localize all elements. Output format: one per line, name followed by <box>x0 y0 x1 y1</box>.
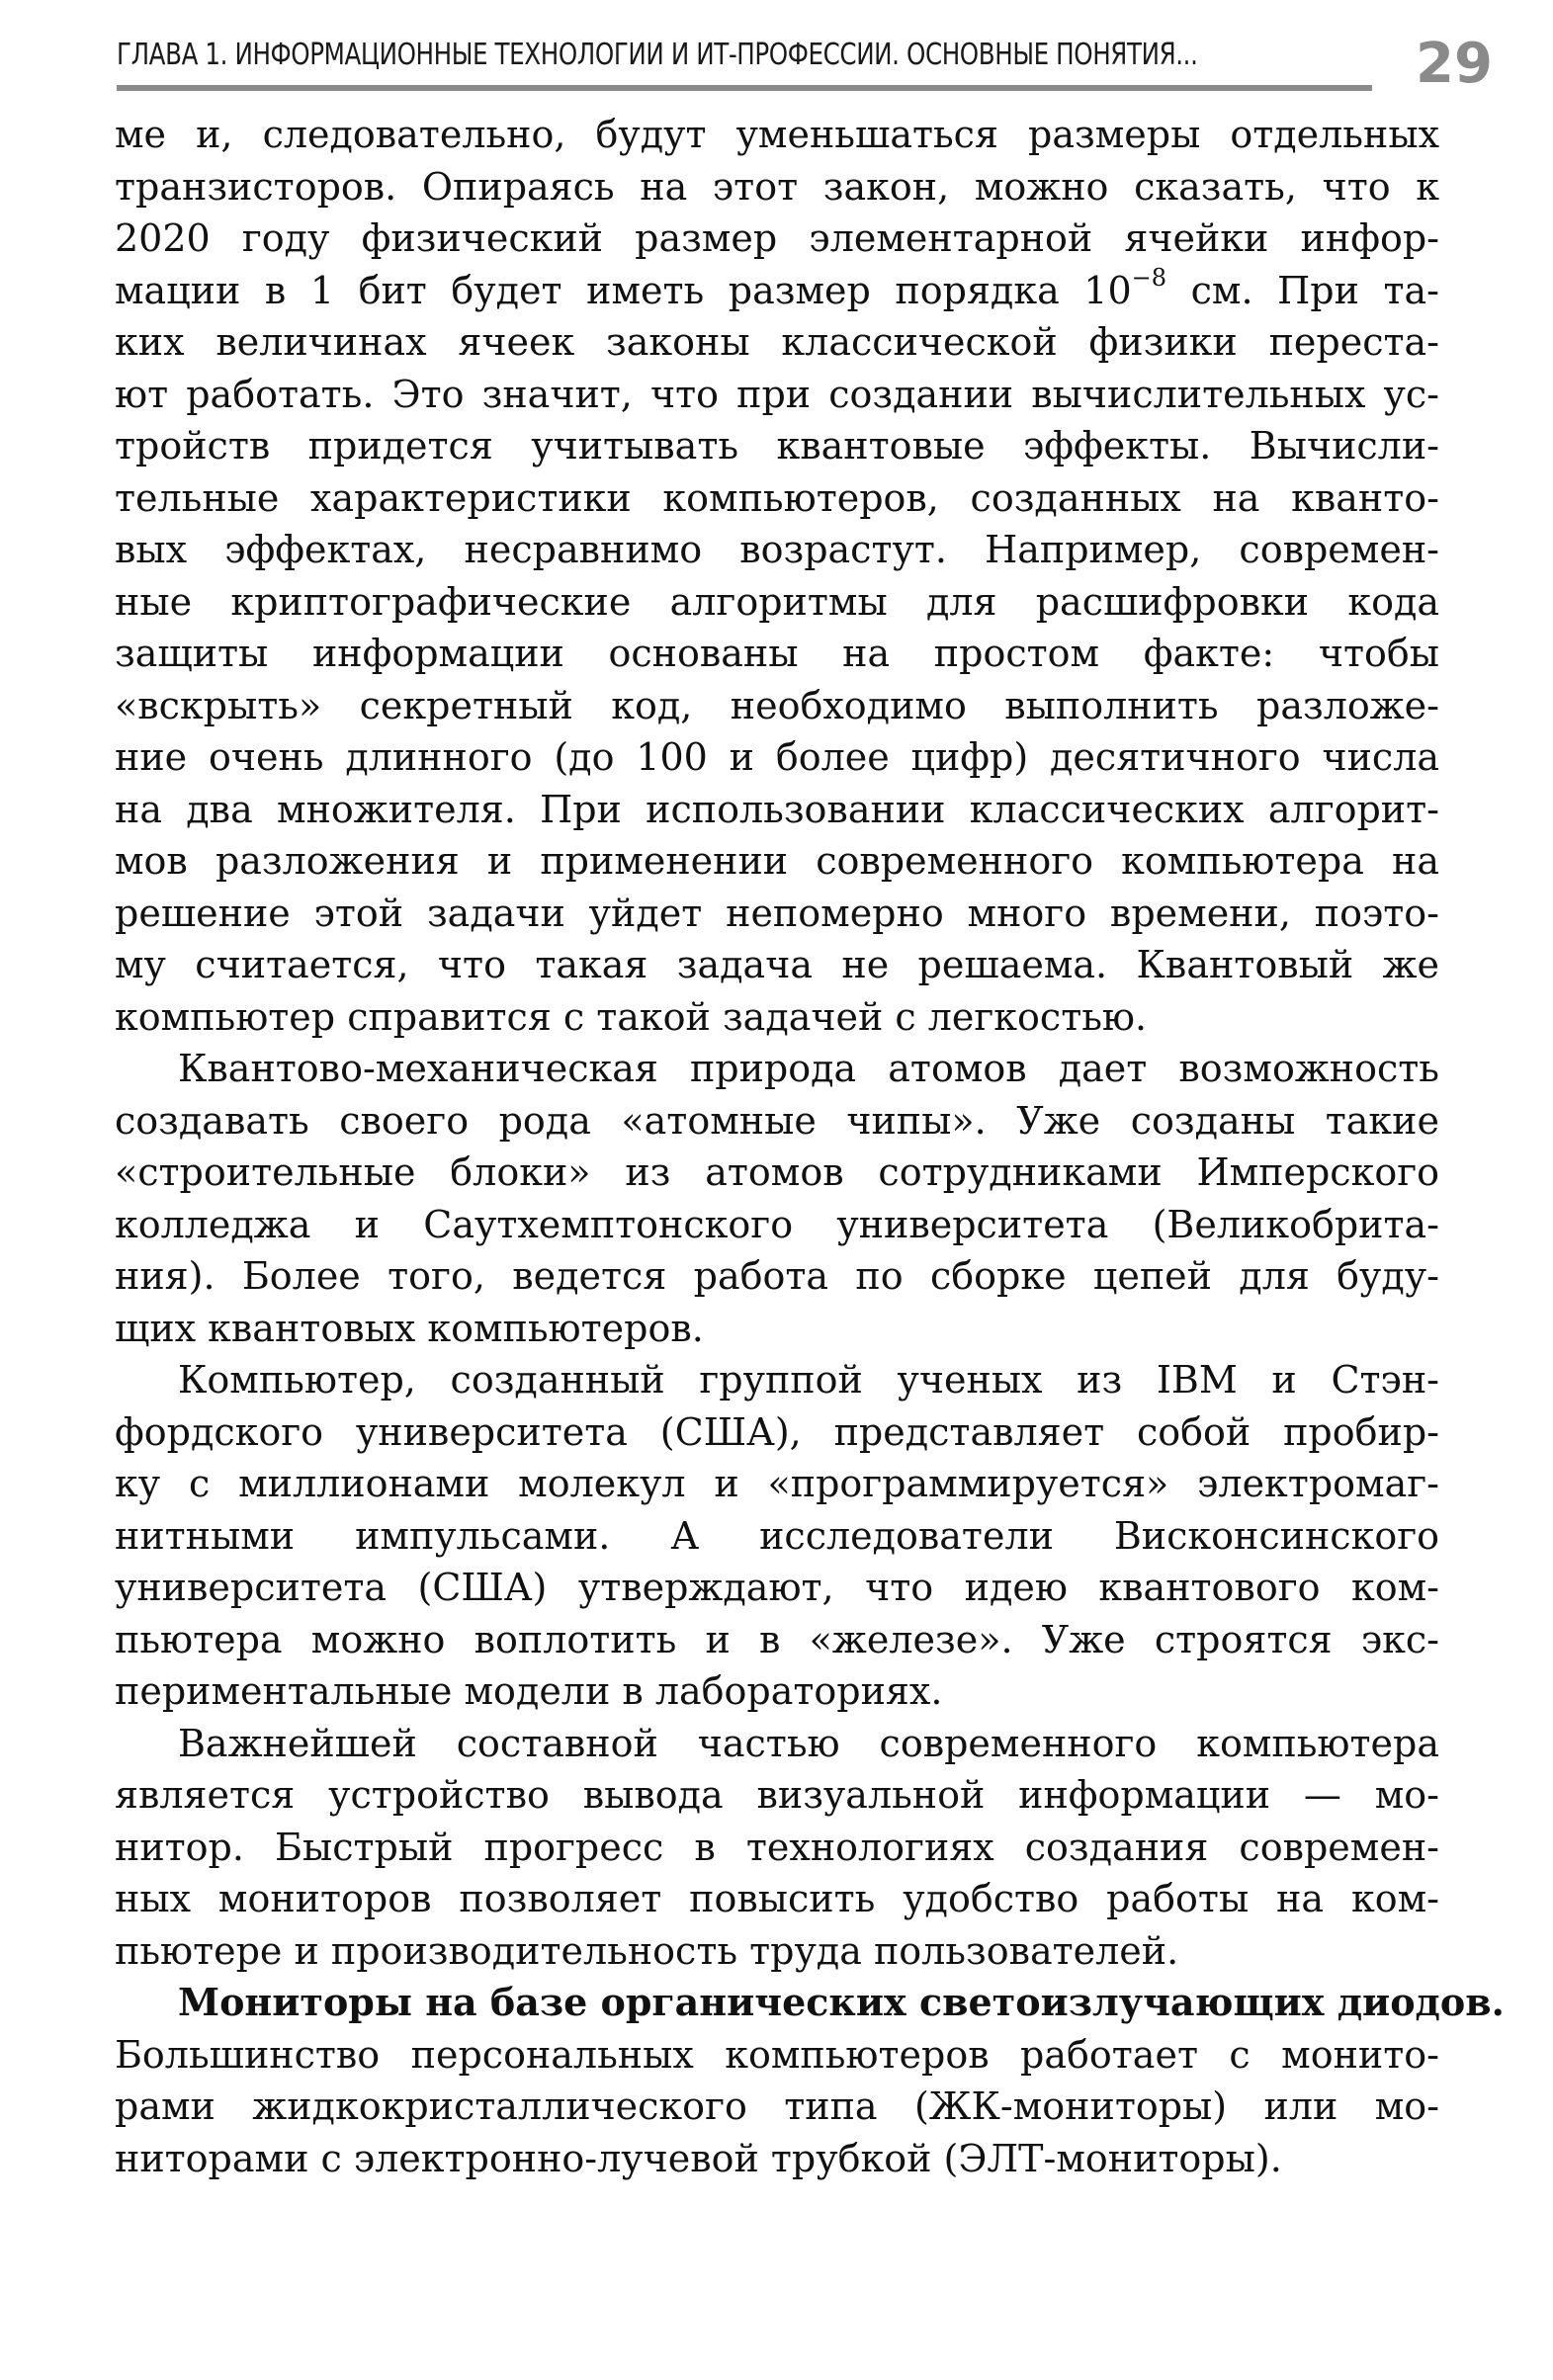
text-line: щих квантовых компьютеров. <box>115 1306 704 1350</box>
text-line: Важнейшей составной частью современного компьютера <box>178 1721 1439 1765</box>
section-heading: Мониторы на базе органических светоизлучающих диодов. <box>178 1980 1505 2024</box>
body-text <box>115 109 1505 2184</box>
text-line: нитными импульсами. А исследователи Висконсинского <box>115 1513 1439 1558</box>
text-line: фордского университета (США), представляет собой пробир- <box>115 1409 1439 1454</box>
page-number: 29 <box>1416 32 1493 96</box>
text-line: пьютере и производительность труда пользователей. <box>115 1928 1179 1973</box>
text-line: является устройство вывода визуальной информации — мо- <box>115 1773 1439 1817</box>
text-line: ку с миллионами молекул и «программируется» электромаг- <box>115 1462 1439 1505</box>
text-line: ме и, следовательно, будут уменьшаться размеры отдельных <box>115 113 1439 156</box>
text-line: му считается, что такая задача не решаема. Квантовый же <box>115 943 1439 986</box>
text-line: вых эффектах, несравнимо возрастут. Например, современ- <box>115 528 1439 571</box>
text-line: мов разложения и применении современного компьютера на <box>115 839 1439 883</box>
text-line: колледжа и Саутхемптонского университета (Великобрита- <box>115 1202 1439 1246</box>
text-line: транзисторов. Опираясь на этот закон, можно сказать, что к <box>115 164 1439 209</box>
text-line: решение этой задачи уйдет непомерно много времени, поэто- <box>115 891 1439 935</box>
text-line: «строительные блоки» из атомов сотрудниками Имперского <box>115 1150 1439 1194</box>
text-line: Большинство персональных компьютеров работает с монито- <box>115 2032 1439 2077</box>
text-fragment: мации в 1 бит будет иметь размер порядка 10 <box>115 268 1132 312</box>
text-fragment: см. При та- <box>1166 268 1439 312</box>
text-line: на два множителя. При использовании классических алгорит- <box>115 787 1439 831</box>
text-line: ние очень длинного (до 100 и более цифр) десятичного числа <box>115 735 1439 779</box>
header-rule <box>117 85 1372 91</box>
text-line: рами жидкокристаллического типа (ЖК-мониторы) или мо- <box>115 2084 1439 2128</box>
text-line: защиты информации основаны на простом факте: чтобы <box>115 632 1439 675</box>
text-line: пьютера можно воплотить и в «железе». Уже строятся экс- <box>115 1617 1439 1661</box>
text-line-with-exponent <box>115 265 1439 317</box>
text-line: ют работать. Это значит, что при создании вычислительных ус- <box>115 372 1439 416</box>
text-line: создавать своего рода «атомные чипы». Уже созданы такие <box>115 1098 1439 1143</box>
text-line: ния). Более того, ведется работа по сборке цепей для буду- <box>115 1254 1439 1298</box>
text-line: университета (США) утверждают, что идею квантового ком- <box>115 1566 1439 1609</box>
text-line: ких величинах ячеек законы классической физики переста- <box>115 320 1439 364</box>
text-line: «вскрыть» секретный код, необходимо выполнить разложе- <box>115 683 1439 727</box>
text-line: периментальные модели в лабораториях. <box>115 1669 943 1713</box>
text-line: Квантово-механическая природа атомов дает возможность <box>178 1047 1439 1090</box>
text-line: ных мониторов позволяет повысить удобство работы на ком- <box>115 1877 1439 1920</box>
text-line: тельные характеристики компьютеров, созданных на кванто- <box>115 475 1439 520</box>
text-line: Компьютер, созданный группой ученых из IBM и Стэн- <box>178 1358 1439 1402</box>
text-line: ниторами с электронно-лучевой трубкой (ЭЛТ-мониторы). <box>115 2136 1282 2180</box>
running-title: ГЛАВА 1. ИНФОРМАЦИОННЫЕ ТЕХНОЛОГИИ И ИТ-ПРОФЕССИИ. ОСНОВНЫЕ ПОНЯТИЯ... <box>117 38 1198 72</box>
text-line: ные криптографические алгоритмы для расшифровки кода <box>115 579 1439 624</box>
text-line: тройств придется учитывать квантовые эффекты. Вычисли- <box>115 424 1439 468</box>
text-line: компьютер справится с такой задачей с легкостью. <box>115 994 1148 1039</box>
exponent: −8 <box>1131 263 1167 292</box>
text-line: 2020 году физический размер элементарной ячейки инфор- <box>115 216 1439 260</box>
text-line: нитор. Быстрый прогресс в технологиях создания современ- <box>115 1825 1439 1869</box>
running-header <box>117 30 1382 89</box>
